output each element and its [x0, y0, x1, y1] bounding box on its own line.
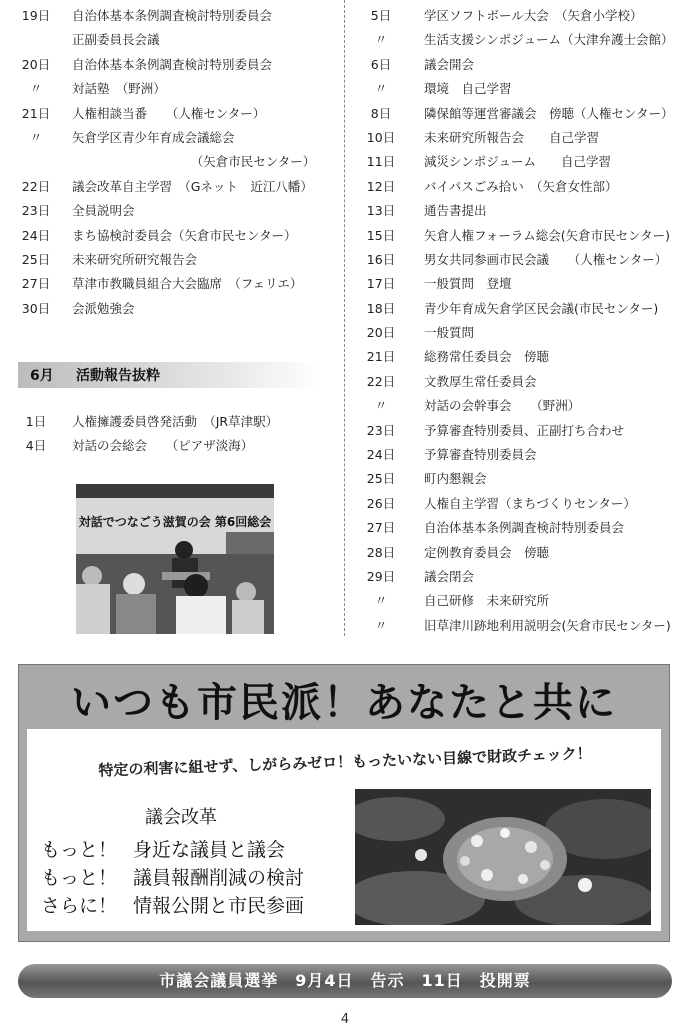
- schedule-text: 予算審査特別委員、正副打ち合わせ: [424, 422, 625, 438]
- schedule-row: [14, 77, 330, 101]
- schedule-day: 24日: [366, 447, 396, 463]
- right-schedule: [358, 4, 680, 638]
- schedule-day: 18日: [366, 300, 396, 316]
- schedule-text: 矢倉学区青少年育成会議総会: [72, 129, 235, 145]
- schedule-text: 文教厚生常任委員会: [424, 373, 537, 389]
- schedule-row: [358, 77, 680, 101]
- schedule-row: [358, 394, 680, 418]
- schedule-text: 自治体基本条例調査検討特別委員会: [72, 8, 273, 23]
- policy-line: [41, 835, 285, 862]
- banner-subtitle: 特定の利害に組せず、しがらみゼロ！もったいない目線で財政チェック！: [98, 744, 592, 780]
- schedule-row: [358, 370, 680, 394]
- meeting-photo-graphic: [76, 484, 274, 634]
- schedule-day: 16日: [366, 251, 396, 267]
- schedule-row: [14, 102, 330, 126]
- schedule-day: 15日: [366, 227, 396, 243]
- schedule-day: 28日: [366, 544, 396, 560]
- schedule-text: 正副委員長会議: [72, 32, 160, 48]
- schedule-day: 〃: [29, 81, 43, 97]
- schedule-text: 人権擁護委員啓発活動 （JR草津駅）: [72, 414, 279, 429]
- schedule-row: [358, 565, 680, 589]
- schedule-day: 〃: [374, 593, 388, 609]
- schedule-day: 13日: [366, 203, 396, 219]
- schedule-text: 旧草津川跡地利用説明会(矢倉市民センター): [424, 617, 671, 633]
- schedule-text: 自治体基本条例調査検討特別委員会: [72, 56, 273, 72]
- schedule-row: [14, 224, 330, 248]
- schedule-text: 隣保館等運営審議会 傍聴（人権センター）: [424, 105, 674, 121]
- schedule-text: 一般質問: [424, 325, 475, 341]
- schedule-text: 会派勉強会: [72, 300, 135, 316]
- policy-text: 身近な議員と議会: [133, 839, 286, 861]
- schedule-day: 26日: [366, 495, 396, 511]
- schedule-text: 町内懇親会: [424, 471, 487, 487]
- section-month: 6月: [30, 368, 54, 384]
- schedule-row: [14, 199, 330, 223]
- schedule-row: [358, 150, 680, 174]
- schedule-day: 30日: [21, 300, 51, 316]
- schedule-day: 24日: [21, 227, 51, 243]
- schedule-day: 29日: [366, 568, 396, 584]
- schedule-day: 10日: [366, 129, 396, 145]
- schedule-row: [358, 541, 680, 565]
- column-divider: [344, 0, 345, 636]
- schedule-text: 学区ソフトボール大会 （矢倉小学校）: [424, 8, 643, 23]
- election-footer: 市議会議員選挙 9月4日 告示 11日 投開票: [18, 964, 672, 998]
- schedule-text: 議会閉会: [424, 568, 475, 584]
- schedule-day: 4日: [25, 438, 47, 454]
- schedule-row: [358, 248, 680, 272]
- schedule-row: [358, 321, 680, 345]
- schedule-day: 〃: [374, 32, 388, 48]
- schedule-day: 22日: [21, 178, 51, 194]
- schedule-day: 12日: [366, 178, 396, 194]
- schedule-row: [14, 126, 330, 150]
- schedule-text: 草津市教職員組合大会臨席 （フェリエ）: [72, 276, 303, 292]
- schedule-text: 自治体基本条例調査検討特別委員会: [424, 520, 625, 536]
- schedule-row: [14, 272, 330, 296]
- schedule-day: 1日: [25, 414, 47, 429]
- schedule-day: 11日: [366, 154, 396, 170]
- schedule-text: 予算審査特別委員会: [424, 447, 537, 463]
- schedule-row: [14, 410, 330, 434]
- schedule-row: [358, 419, 680, 443]
- banner-title: いつも市民派！あなたと共に: [71, 679, 617, 726]
- hydrangea-graphic: [355, 789, 651, 925]
- policy-lead: もっと！: [41, 839, 118, 861]
- schedule-day: 27日: [366, 520, 396, 536]
- schedule-day: 23日: [366, 422, 396, 438]
- schedule-row: [14, 28, 330, 52]
- policy-lead: さらに！: [41, 895, 118, 917]
- photo-caption: 対話でつなごう滋賀の会 第6回総会: [78, 515, 272, 529]
- schedule-text: まち協検討委員会（矢倉市民センター）: [72, 227, 297, 243]
- policy-text: 議員報酬削減の検討: [133, 867, 305, 889]
- schedule-text: 全員説明会: [72, 203, 135, 219]
- schedule-day: 23日: [21, 203, 51, 219]
- schedule-text: 減災シンポジューム 自己学習: [424, 154, 611, 170]
- schedule-row: [14, 4, 330, 28]
- schedule-text: 矢倉人権フォーラム総会(矢倉市民センター): [424, 227, 671, 243]
- section-header: [18, 362, 320, 388]
- policy-lead: もっと！: [41, 867, 118, 889]
- schedule-text: 対話の会総会 （ピアザ淡海）: [72, 438, 254, 454]
- schedule-row: [358, 53, 680, 77]
- schedule-day: 19日: [21, 8, 51, 23]
- schedule-row: [358, 516, 680, 540]
- schedule-row: [358, 614, 680, 638]
- policy-line: [41, 863, 304, 890]
- schedule-text: 青少年育成矢倉学区民会議(市民センター): [424, 300, 659, 316]
- schedule-text: 人権自主学習（まちづくりセンター）: [424, 495, 636, 511]
- schedule-text: 環境 自己学習: [424, 81, 512, 97]
- schedule-row: [358, 175, 680, 199]
- schedule-day: 〃: [29, 129, 43, 145]
- schedule-row: [358, 443, 680, 467]
- section-label: 活動報告抜粋: [76, 368, 160, 384]
- schedule-text: 男女共同参画市民会議 （人権センター）: [424, 251, 668, 267]
- schedule-day: 17日: [366, 276, 396, 292]
- schedule-day: 5日: [370, 8, 392, 23]
- schedule-day: 21日: [21, 105, 51, 121]
- hydrangea-photo: [355, 789, 651, 925]
- schedule-row: [358, 297, 680, 321]
- schedule-row: [358, 102, 680, 126]
- schedule-row: [358, 345, 680, 369]
- schedule-row: [14, 53, 330, 77]
- schedule-text: 生活支援シンポジューム（大津弁護士会館）: [424, 32, 674, 48]
- schedule-day: 〃: [374, 617, 388, 633]
- schedule-day: 8日: [370, 105, 392, 121]
- schedule-day: 25日: [366, 471, 396, 487]
- schedule-row: [14, 248, 330, 272]
- schedule-text: 人権相談当番 （人権センター）: [72, 105, 266, 121]
- schedule-text: 総務常任委員会 傍聴: [424, 349, 550, 365]
- schedule-text: 通告書提出: [424, 203, 487, 219]
- schedule-row: [358, 28, 680, 52]
- schedule-text: 対話の会幹事会 （野洲）: [424, 398, 581, 414]
- schedule-text: 一般質問 登壇: [424, 276, 512, 292]
- schedule-day: 20日: [21, 56, 51, 72]
- schedule-day: 27日: [21, 276, 51, 292]
- schedule-row: [14, 434, 330, 458]
- campaign-banner: [18, 664, 670, 942]
- schedule-row: [358, 272, 680, 296]
- schedule-row: [358, 199, 680, 223]
- meeting-photo: [76, 484, 274, 634]
- policy-text: 情報公開と市民参画: [133, 895, 305, 917]
- schedule-day: 〃: [374, 398, 388, 414]
- schedule-day: 〃: [374, 81, 388, 97]
- schedule-text: 対話塾 （野洲）: [72, 81, 166, 97]
- schedule-row: [358, 589, 680, 613]
- schedule-text: 議会改革自主学習 （Gネット 近江八幡）: [72, 178, 313, 194]
- schedule-row: [358, 224, 680, 248]
- schedule-row: [358, 4, 680, 28]
- schedule-row: [358, 126, 680, 150]
- schedule-row: [14, 297, 330, 321]
- reform-heading: 議会改革: [145, 807, 217, 828]
- schedule-text: 未来研究所研究報告会: [72, 251, 198, 267]
- schedule-day: 25日: [21, 251, 51, 267]
- schedule-text: バイパスごみ拾い （矢倉女性部）: [424, 178, 618, 194]
- schedule-text: 未来研究所報告会 自己学習: [424, 129, 600, 145]
- schedule-row: [358, 467, 680, 491]
- schedule-row: [14, 175, 330, 199]
- page-number: 4: [340, 1012, 350, 1027]
- schedule-day: 6日: [370, 56, 392, 72]
- schedule-text: （矢倉市民センター）: [72, 154, 316, 170]
- schedule-day: 20日: [366, 325, 396, 341]
- june-list: [14, 410, 330, 459]
- schedule-text: 定例教育委員会 傍聴: [424, 544, 550, 560]
- schedule-row: [358, 492, 680, 516]
- schedule-text: 自己研修 未来研究所: [424, 593, 550, 609]
- schedule-text: 議会開会: [424, 56, 475, 72]
- banner-panel: [27, 729, 661, 931]
- schedule-day: 21日: [366, 349, 396, 365]
- schedule-row: [14, 150, 330, 174]
- left-schedule: [14, 4, 330, 321]
- schedule-day: 22日: [366, 373, 396, 389]
- policy-line: [41, 891, 304, 918]
